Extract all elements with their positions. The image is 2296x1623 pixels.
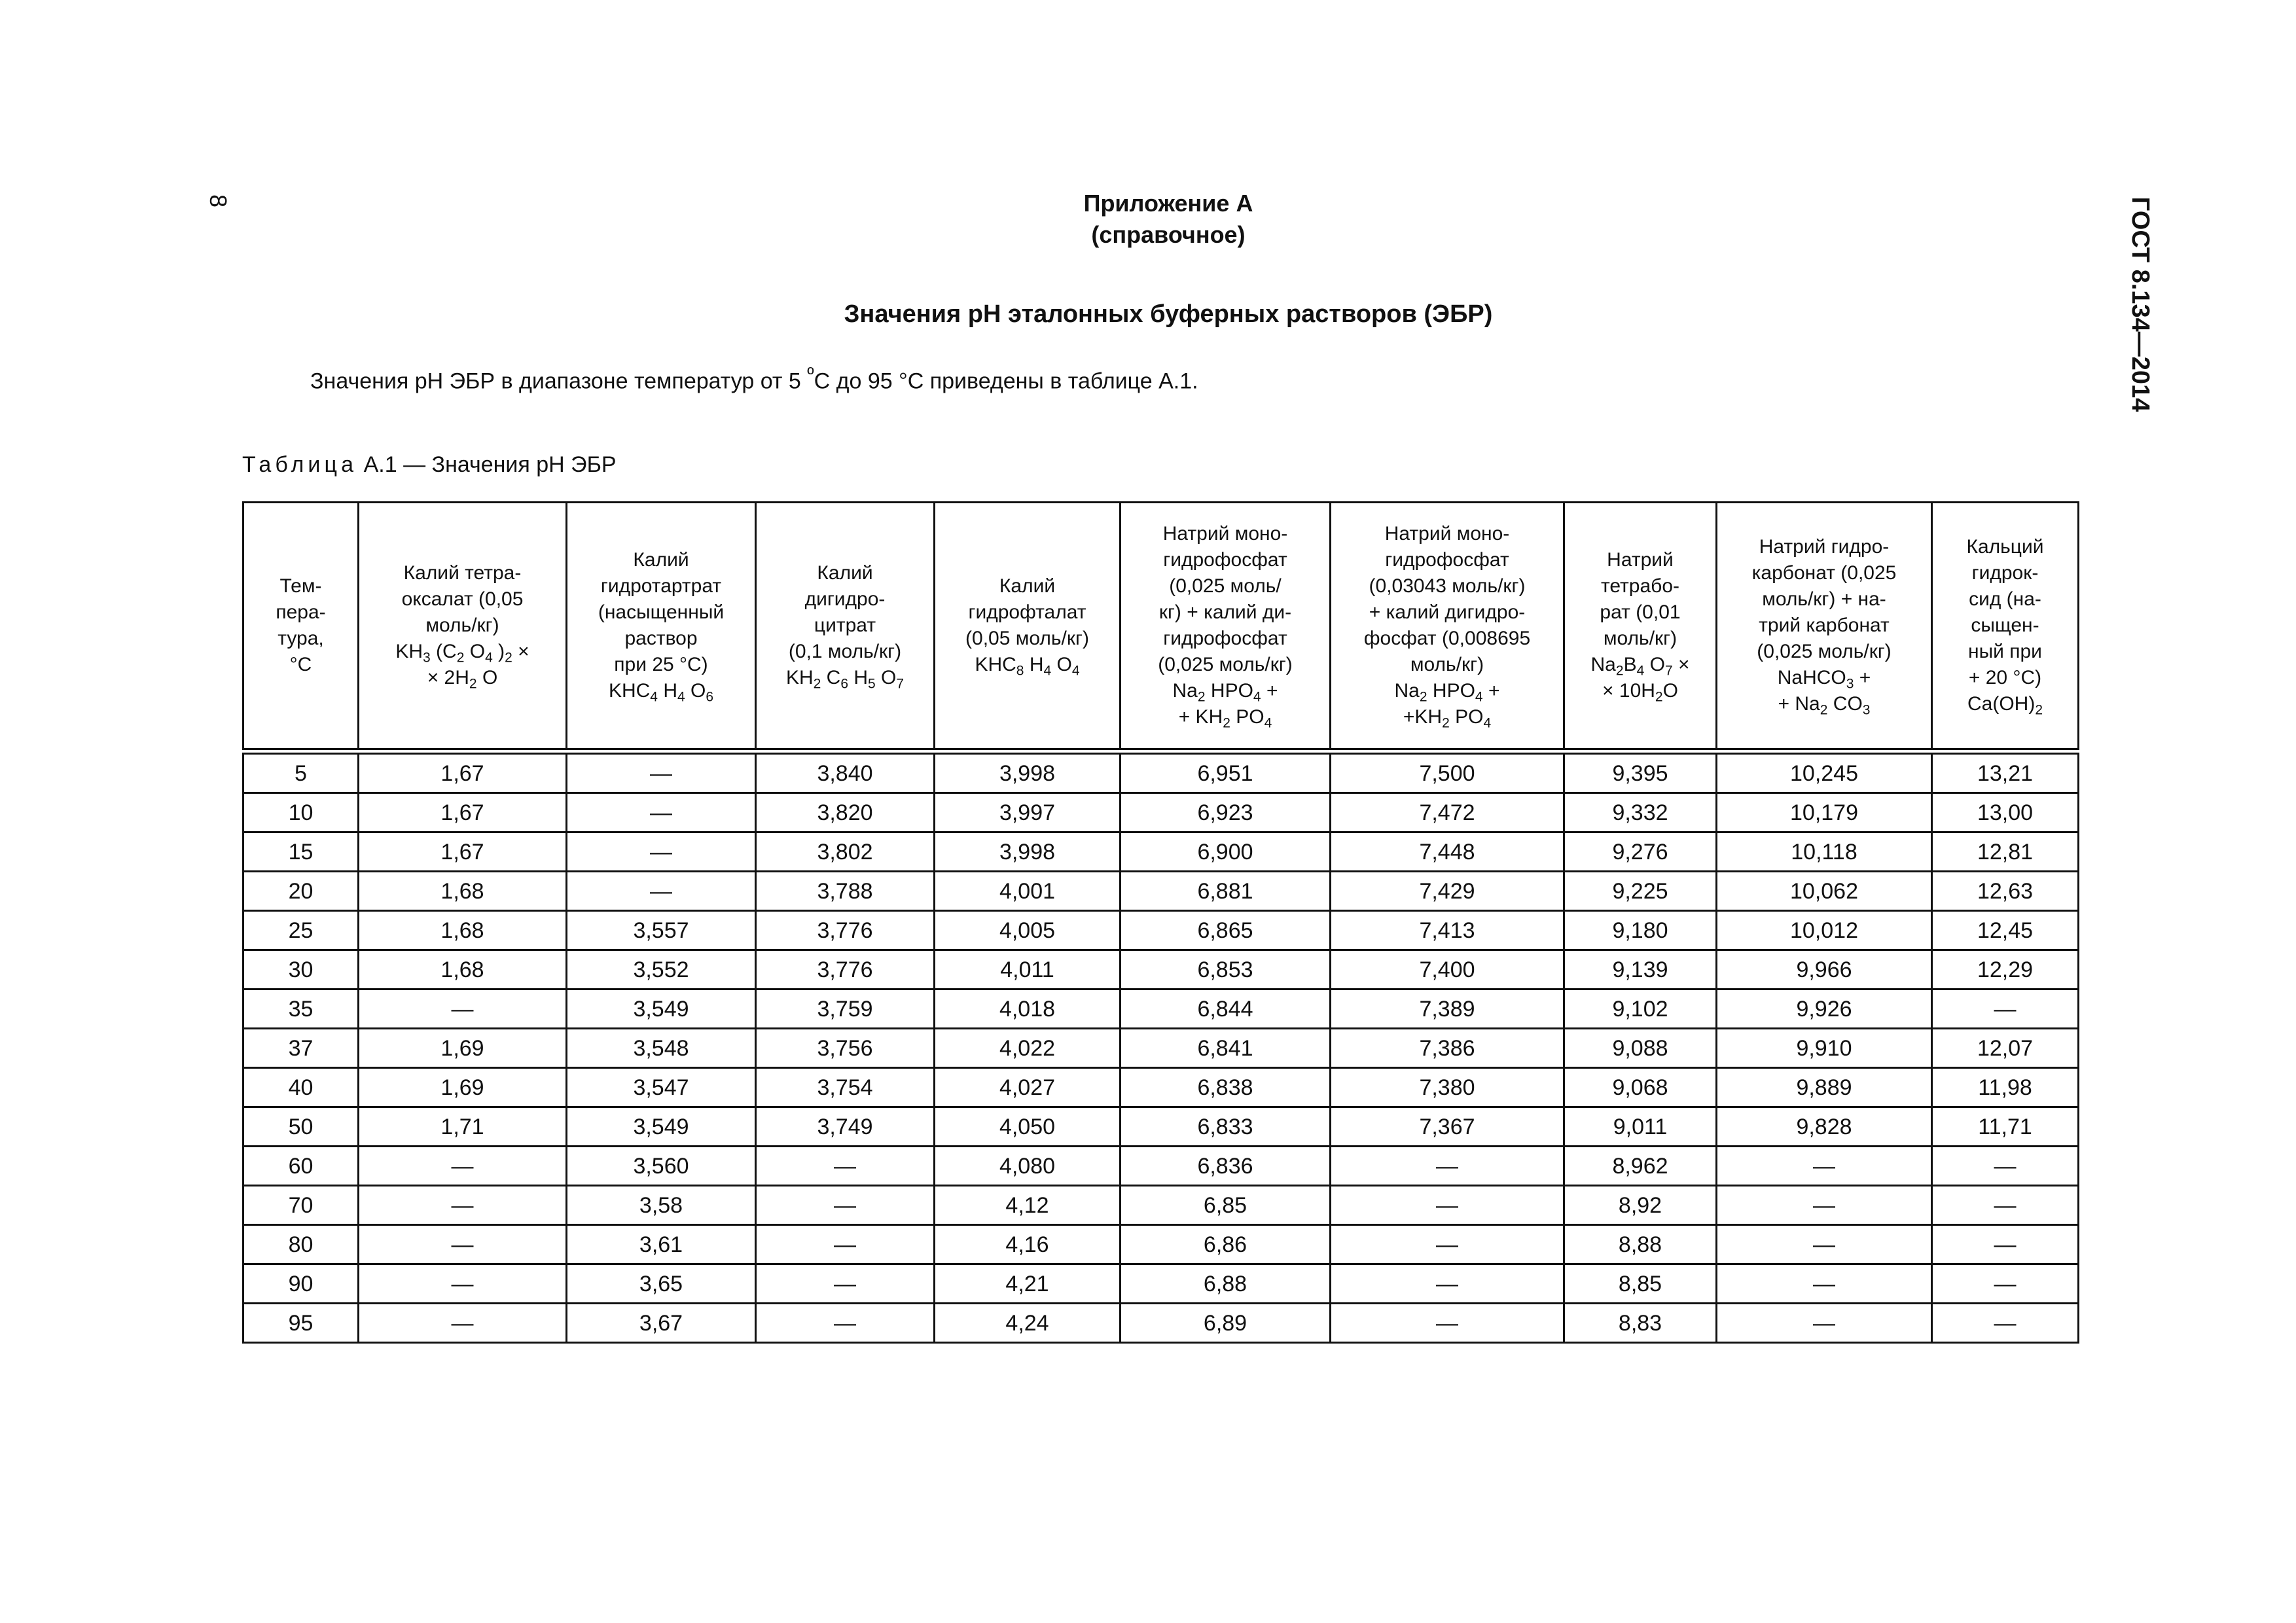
ph-value-cell: — (756, 1264, 935, 1304)
ph-value-cell: 1,67 (359, 832, 567, 872)
ph-value-cell: 4,050 (935, 1107, 1121, 1147)
standard-id: ГОСТ 8.134—2014 (2126, 196, 2154, 412)
ph-value-cell: 3,65 (567, 1264, 756, 1304)
ph-value-cell: — (1932, 990, 2079, 1029)
header-line: моль/кг) (1410, 654, 1484, 675)
header-line: моль/кг) + на- (1762, 588, 1886, 610)
table-row (243, 950, 2079, 990)
header-line: Кальций (1966, 536, 2044, 558)
temperature-cell: 37 (243, 1029, 359, 1068)
ph-value-cell: 4,022 (935, 1029, 1121, 1068)
ph-value-cell: 9,966 (1717, 950, 1932, 990)
ph-value-cell: 7,448 (1331, 832, 1564, 872)
ph-value-cell: — (567, 872, 756, 911)
ph-value-cell: 7,386 (1331, 1029, 1564, 1068)
table-row (243, 793, 2079, 832)
header-line: (0,025 моль/кг) (1158, 654, 1293, 675)
ph-value-cell: 3,552 (567, 950, 756, 990)
ph-value-cell: — (359, 990, 567, 1029)
ph-value-cell: 3,549 (567, 990, 756, 1029)
header-line: дигидро- (804, 588, 886, 610)
ph-value-cell: — (756, 1186, 935, 1225)
ph-value-cell: 3,776 (756, 950, 935, 990)
header-line: гидрок- (1971, 562, 2039, 584)
ph-value-cell: 6,881 (1121, 872, 1331, 911)
ph-value-cell: — (1717, 1186, 1932, 1225)
ph-value-cell: 1,69 (359, 1068, 567, 1107)
header-line: Натрий моно- (1384, 523, 1510, 544)
table-row (243, 751, 2079, 793)
appendix-title: Приложение А (1083, 190, 1253, 217)
ph-value-cell: — (1717, 1264, 1932, 1304)
ph-value-cell: — (567, 832, 756, 872)
header-formula: NaHCO$_3$ + + $Na_2$ $CO_3$ (1777, 667, 1871, 718)
column-header-5 (1121, 503, 1331, 752)
column-header-4 (935, 503, 1121, 752)
ph-value-cell: 6,833 (1121, 1107, 1331, 1147)
ph-value-cell: 1,67 (359, 751, 567, 793)
ph-value-cell: 6,844 (1121, 990, 1331, 1029)
ph-value-cell: 4,005 (935, 911, 1121, 950)
ph-value-cell: 9,828 (1717, 1107, 1932, 1147)
table-caption-label: Таблица (242, 452, 358, 477)
ph-value-cell: 6,836 (1121, 1147, 1331, 1186)
ph-value-cell: 9,225 (1564, 872, 1717, 911)
temperature-cell: 90 (243, 1264, 359, 1304)
column-header-1 (359, 503, 567, 752)
header-line: пера- (276, 601, 326, 623)
temperature-cell: 15 (243, 832, 359, 872)
header-line: трий карбонат (1759, 615, 1890, 636)
page-number: 8 (205, 194, 232, 208)
ph-value-cell: 7,389 (1331, 990, 1564, 1029)
ph-value-cell: 12,07 (1932, 1029, 2079, 1068)
header-line: карбонат (0,025 (1751, 562, 1897, 584)
ph-value-cell: 9,068 (1564, 1068, 1717, 1107)
ph-value-cell: 4,080 (935, 1147, 1121, 1186)
ph-value-cell: — (1932, 1186, 2079, 1225)
header-formula: $Na_2$ $HPO_4$ + + $KH_2$ $PO_4$ (1172, 680, 1278, 731)
ph-value-cell: 8,85 (1564, 1264, 1717, 1304)
table-row (243, 990, 2079, 1029)
column-header-8 (1717, 503, 1932, 752)
header-line: Натрий (1607, 549, 1674, 571)
header-line: гидрофталат (968, 601, 1086, 623)
header-line: гидрофосфат (1163, 628, 1287, 649)
ph-value-cell: 3,557 (567, 911, 756, 950)
ph-value-cell: — (359, 1264, 567, 1304)
ph-value-cell: 9,276 (1564, 832, 1717, 872)
ph-value-cell: 9,011 (1564, 1107, 1717, 1147)
ph-value-cell: 7,500 (1331, 751, 1564, 793)
ph-value-cell: 1,68 (359, 911, 567, 950)
ph-value-cell: — (1331, 1147, 1564, 1186)
ph-value-cell: 1,68 (359, 950, 567, 990)
header-line: раствор (624, 628, 698, 649)
ph-value-cell: 6,923 (1121, 793, 1331, 832)
ph-value-cell: 9,332 (1564, 793, 1717, 832)
ph-value-cell: 10,245 (1717, 751, 1932, 793)
ph-value-cell: 7,400 (1331, 950, 1564, 990)
ph-value-cell: 8,88 (1564, 1225, 1717, 1264)
header-line: Натрий моно- (1162, 523, 1288, 544)
ph-value-cell: 7,367 (1331, 1107, 1564, 1147)
header-line: (0,025 моль/ (1169, 575, 1282, 597)
ph-value-cell: 13,00 (1932, 793, 2079, 832)
ph-value-cell: 6,865 (1121, 911, 1331, 950)
ph-value-cell: 12,29 (1932, 950, 2079, 990)
header-line: (0,025 моль/кг) (1757, 641, 1892, 662)
ph-value-cell: 6,838 (1121, 1068, 1331, 1107)
ph-value-cell: 9,088 (1564, 1029, 1717, 1068)
header-line: рат (0,01 (1600, 601, 1681, 623)
ph-value-cell: 12,81 (1932, 832, 2079, 872)
ph-values-table (242, 501, 2079, 1344)
table-body (243, 751, 2079, 1343)
ph-value-cell: — (1331, 1225, 1564, 1264)
ph-value-cell: 4,12 (935, 1186, 1121, 1225)
ph-value-cell: 3,820 (756, 793, 935, 832)
header-line: цитрат (814, 615, 876, 636)
table-row (243, 1147, 2079, 1186)
appendix-subtitle: (справочное) (1091, 221, 1246, 248)
ph-value-cell: — (1717, 1304, 1932, 1343)
table-row (243, 832, 2079, 872)
ph-value-cell: 12,63 (1932, 872, 2079, 911)
ph-value-cell: 3,788 (756, 872, 935, 911)
header-line: Калий тетра- (403, 562, 522, 584)
ph-value-cell: 3,759 (756, 990, 935, 1029)
ph-value-cell: — (756, 1304, 935, 1343)
ph-value-cell: 3,61 (567, 1225, 756, 1264)
ph-value-cell: — (1331, 1304, 1564, 1343)
intro-degree-sign: º (807, 364, 814, 385)
ph-value-cell: 3,756 (756, 1029, 935, 1068)
ph-value-cell: 11,71 (1932, 1107, 2079, 1147)
header-formula: $KHC_8$ $H_4$ $O_4$ (975, 654, 1080, 679)
ph-value-cell: 4,16 (935, 1225, 1121, 1264)
intro-text-after: С до 95 °С приведены в таблице А.1. (814, 368, 1198, 394)
ph-value-cell: 3,754 (756, 1068, 935, 1107)
ph-value-cell: 7,472 (1331, 793, 1564, 832)
header-line: (насыщенный (598, 601, 725, 623)
header-formula: $KH_2$ $C_6$ $H_5$ $O_7$ (785, 667, 905, 692)
ph-value-cell: 1,71 (359, 1107, 567, 1147)
ph-value-cell: 3,802 (756, 832, 935, 872)
header-line: фосфат (0,008695 (1363, 628, 1531, 649)
header-formula: $Ca(OH)_2$ (1967, 693, 2043, 718)
header-line: моль/кг) (425, 615, 499, 636)
ph-value-cell: — (359, 1304, 567, 1343)
ph-value-cell: 11,98 (1932, 1068, 2079, 1107)
ph-value-cell: 3,997 (935, 793, 1121, 832)
ph-value-cell: 13,21 (1932, 751, 2079, 793)
temperature-cell: 60 (243, 1147, 359, 1186)
header-line: кг) + калий ди- (1158, 601, 1292, 623)
table-row (243, 911, 2079, 950)
ph-value-cell: — (1932, 1304, 2079, 1343)
header-line: Калий (817, 562, 873, 584)
ph-value-cell: 7,413 (1331, 911, 1564, 950)
header-formula: $Na_2$ $HPO_4$ + $+KH_2$ $PO_4$ (1394, 680, 1500, 731)
ph-value-cell: — (756, 1225, 935, 1264)
ph-value-cell: — (359, 1225, 567, 1264)
ph-value-cell: 9,102 (1564, 990, 1717, 1029)
header-line: сыщен- (1971, 615, 2039, 636)
header-line: °С (289, 654, 312, 675)
column-header-7 (1564, 503, 1717, 752)
ph-value-cell: 6,900 (1121, 832, 1331, 872)
ph-value-cell: 10,062 (1717, 872, 1932, 911)
temperature-cell: 40 (243, 1068, 359, 1107)
ph-value-cell: 6,85 (1121, 1186, 1331, 1225)
ph-value-cell: 4,21 (935, 1264, 1121, 1304)
ph-value-cell: 9,889 (1717, 1068, 1932, 1107)
header-line: сид (на- (1969, 588, 2041, 610)
ph-value-cell: 3,998 (935, 751, 1121, 793)
temperature-cell: 80 (243, 1225, 359, 1264)
ph-value-cell: — (1331, 1186, 1564, 1225)
header-line: гидрофосфат (1385, 549, 1509, 571)
header-line: ный при (1968, 641, 2042, 662)
header-line: при 25 °С) (614, 654, 708, 675)
table-row (243, 872, 2079, 911)
column-header-2 (567, 503, 756, 752)
header-line: моль/кг) (1603, 628, 1677, 649)
ph-value-cell: 6,951 (1121, 751, 1331, 793)
header-line: тура, (278, 628, 324, 649)
table-row (243, 1029, 2079, 1068)
temperature-cell: 30 (243, 950, 359, 990)
ph-value-cell: 4,24 (935, 1304, 1121, 1343)
temperature-cell: 95 (243, 1304, 359, 1343)
ph-value-cell: — (1717, 1225, 1932, 1264)
ph-value-cell: 9,926 (1717, 990, 1932, 1029)
ph-value-cell: 9,395 (1564, 751, 1717, 793)
table-row (243, 1068, 2079, 1107)
ph-value-cell: 3,840 (756, 751, 935, 793)
ph-value-cell: 6,853 (1121, 950, 1331, 990)
ph-value-cell: 3,548 (567, 1029, 756, 1068)
ph-value-cell: 1,68 (359, 872, 567, 911)
ph-value-cell: 8,962 (1564, 1147, 1717, 1186)
ph-value-cell: — (1331, 1264, 1564, 1304)
table-caption-text: А.1 — Значения pH ЭБР (357, 452, 617, 477)
ph-value-cell: 10,179 (1717, 793, 1932, 832)
ph-value-cell: 3,58 (567, 1186, 756, 1225)
ph-value-cell: 3,560 (567, 1147, 756, 1186)
header-line: Калий (999, 575, 1056, 597)
header-line: Тем- (279, 575, 322, 597)
table-caption (242, 449, 1158, 480)
column-header-0 (243, 503, 359, 752)
header-line: тетрабо- (1600, 575, 1680, 597)
temperature-cell: 20 (243, 872, 359, 911)
ph-value-cell: 9,139 (1564, 950, 1717, 990)
header-line: + 20 °С) (1968, 667, 2042, 688)
ph-value-cell: 4,027 (935, 1068, 1121, 1107)
header-line: (0,05 моль/кг) (965, 628, 1089, 649)
ph-value-cell: — (567, 751, 756, 793)
section-title: Значения pH эталонных буферных растворов (ЭБР) (844, 300, 1493, 328)
ph-value-cell: 4,018 (935, 990, 1121, 1029)
temperature-cell: 10 (243, 793, 359, 832)
ph-value-cell: 6,86 (1121, 1225, 1331, 1264)
header-line: Натрий гидро- (1759, 536, 1890, 558)
column-header-6 (1331, 503, 1564, 752)
ph-value-cell: 10,012 (1717, 911, 1932, 950)
table-row (243, 1225, 2079, 1264)
header-formula: $KH_3$ ($C_2$ $O_4$ )$_2$ × × $2H_2$ O (395, 641, 529, 692)
header-line: Калий (633, 549, 689, 571)
ph-value-cell: 9,180 (1564, 911, 1717, 950)
ph-value-cell: 3,547 (567, 1068, 756, 1107)
ph-value-cell: 6,89 (1121, 1304, 1331, 1343)
ph-value-cell: — (359, 1186, 567, 1225)
ph-value-cell: 1,67 (359, 793, 567, 832)
ph-value-cell: 3,67 (567, 1304, 756, 1343)
column-header-3 (756, 503, 935, 752)
ph-value-cell: 12,45 (1932, 911, 2079, 950)
header-line: гидрофосфат (1163, 549, 1287, 571)
intro-paragraph (310, 359, 2012, 397)
temperature-cell: 25 (243, 911, 359, 950)
header-line: (0,03043 моль/кг) (1369, 575, 1526, 597)
temperature-cell: 35 (243, 990, 359, 1029)
ph-value-cell: 9,910 (1717, 1029, 1932, 1068)
temperature-cell: 50 (243, 1107, 359, 1147)
ph-value-cell: 3,749 (756, 1107, 935, 1147)
table-header-row (243, 503, 2079, 752)
header-line: гидротартрат (600, 575, 722, 597)
ph-value-cell: 6,841 (1121, 1029, 1331, 1068)
header-line: оксалат (0,05 (401, 588, 524, 610)
temperature-cell: 5 (243, 751, 359, 793)
header-formula: $KHC_4$ $H_4$ $O_6$ (608, 680, 714, 705)
table-row (243, 1304, 2079, 1343)
header-line: (0,1 моль/кг) (788, 641, 902, 662)
ph-value-cell: 8,92 (1564, 1186, 1717, 1225)
ph-value-cell: — (359, 1147, 567, 1186)
ph-value-cell: — (756, 1147, 935, 1186)
ph-value-cell: — (1932, 1225, 2079, 1264)
header-formula: $Na_2B_4$ $O_7$ × × $10H_2O$ (1590, 654, 1690, 705)
intro-text-before: Значения pH ЭБР в диапазоне температур от 5 (310, 368, 808, 394)
ph-value-cell: — (1932, 1147, 2079, 1186)
ph-value-cell: 6,88 (1121, 1264, 1331, 1304)
column-header-9 (1932, 503, 2079, 752)
header-line: + калий дигидро- (1369, 601, 1526, 623)
ph-value-cell: 10,118 (1717, 832, 1932, 872)
ph-value-cell: 3,998 (935, 832, 1121, 872)
ph-value-cell: 3,549 (567, 1107, 756, 1147)
table-row (243, 1186, 2079, 1225)
ph-value-cell: 1,69 (359, 1029, 567, 1068)
table-row (243, 1107, 2079, 1147)
ph-value-cell: — (1717, 1147, 1932, 1186)
ph-value-cell: — (1932, 1264, 2079, 1304)
ph-value-cell: 4,011 (935, 950, 1121, 990)
ph-value-cell: 3,776 (756, 911, 935, 950)
ph-value-cell: — (567, 793, 756, 832)
temperature-cell: 70 (243, 1186, 359, 1225)
ph-value-cell: 4,001 (935, 872, 1121, 911)
ph-value-cell: 7,429 (1331, 872, 1564, 911)
ph-value-cell: 7,380 (1331, 1068, 1564, 1107)
table-row (243, 1264, 2079, 1304)
ph-value-cell: 8,83 (1564, 1304, 1717, 1343)
